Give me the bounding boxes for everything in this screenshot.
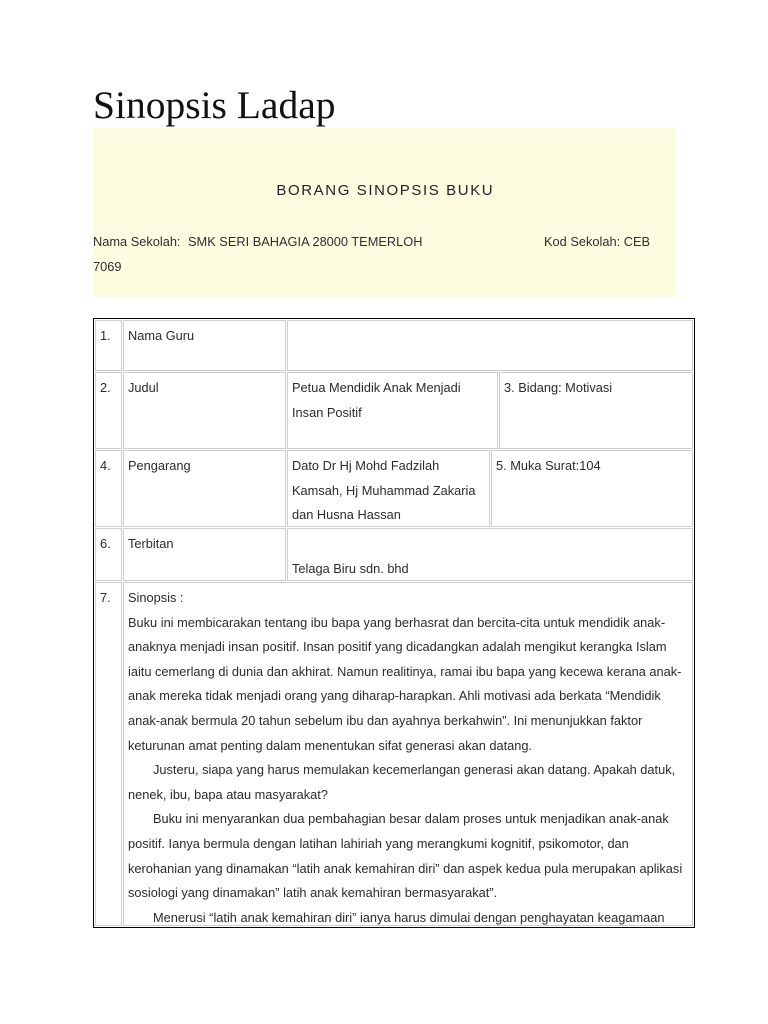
synopsis-text-line: nenek, ibu, bapa atau masyarakat? [128,786,328,802]
synopsis-text-line: Buku ini membicarakan tentang ibu bapa yang berhasrat dan bercita-cita untuk mendidik anak- [128,614,666,630]
field-label-teacher-name: Nama Guru [123,320,286,371]
row-number: 6. [95,528,122,581]
field-label-publisher: Terbitan [123,528,286,581]
school-code-line [544,230,650,255]
field-label-author: Pengarang [123,450,286,527]
field-category: 3. Bidang: Motivasi [499,372,693,449]
row-number: 1. [95,320,122,371]
title-text-line: Insan Positif [292,404,362,420]
field-value-publisher: Telaga Biru sdn. bhd [287,528,693,581]
field-page-count: 5. Muka Surat:104 [491,450,693,527]
synopsis-text-line: anaknya menjadi insan positif. Insan positif yang dicadangkan adalah mengikut kerangka Islam [128,639,667,655]
field-value-title [287,372,498,449]
form-heading: BORANG SINOPSIS BUKU [276,182,495,199]
school-code-label: Kod Sekolah: [544,234,621,249]
synopsis-form-table [93,318,695,928]
school-name-value: SMK SERI BAHAGIA 28000 TEMERLOH [188,234,423,249]
row-number: 7. [95,582,122,926]
synopsis-text-line: keturunan amat penting dalam menentukan sifat generasi akan datang. [128,737,533,753]
document-title: Sinopsis Ladap [93,83,336,127]
author-text-line: Kamsah, Hj Muhammad Zakaria [292,482,476,498]
synopsis-text-line: Buku ini menyarankan dua pembahagian besar dalam proses untuk menjadikan anak-anak [153,811,669,827]
title-text-line: Petua Mendidik Anak Menjadi [292,380,461,395]
row-number: 2. [95,372,122,449]
synopsis-text-line: sosiologi yang dinamakan” latih anak kemahiran bermasyarakat”. [128,885,498,901]
synopsis-cell [123,582,693,926]
field-value-teacher-name [287,320,693,371]
row-number: 4. [95,450,122,527]
synopsis-text-line: Justeru, siapa yang harus memulakan kecemerlangan generasi akan datang. Apakah datuk, [153,762,676,778]
synopsis-text-line: anak-anak bermula 20 tahun sebelum ibu dan ayahnya berkahwin”. Ini menunjukkan faktor [128,712,643,728]
form-header-panel [93,127,676,298]
synopsis-text-line: positif. Ianya bermula dengan latihan lahiriah yang merangkumi kognitif, psikomotor, dan [128,835,629,851]
school-name-line [93,230,422,255]
field-label-title: Judul [123,372,286,449]
school-name-label: Nama Sekolah: [93,234,181,249]
synopsis-text-line: Menerusi “latih anak kemahiran diri” ianya harus dimulai dengan penghayatan keagamaan [153,909,665,925]
author-text-line: Dato Dr Hj Mohd Fadzilah [292,458,440,473]
synopsis-heading: Sinopsis : [128,590,184,605]
field-value-author [287,450,490,527]
synopsis-text-line: iaitu cemerlang di dunia dan akhirat. Namun realitinya, ramai ibu bapa yang kecewa kerana anak- [128,663,682,679]
school-code-value: CEB [623,234,651,249]
synopsis-text-line: kerohanian yang dinamakan “latih anak kemahiran diri” dan aspek kedua pula merupakan aplikasi [128,860,683,876]
author-text-line: dan Husna Hassan [292,507,401,523]
school-code-value-continued: 7069 [93,259,122,274]
synopsis-text-line: anak mereka tidak menjadi orang yang diharap-harapkan. Ahli motivasi ada berkata “Mendidik [128,688,661,704]
